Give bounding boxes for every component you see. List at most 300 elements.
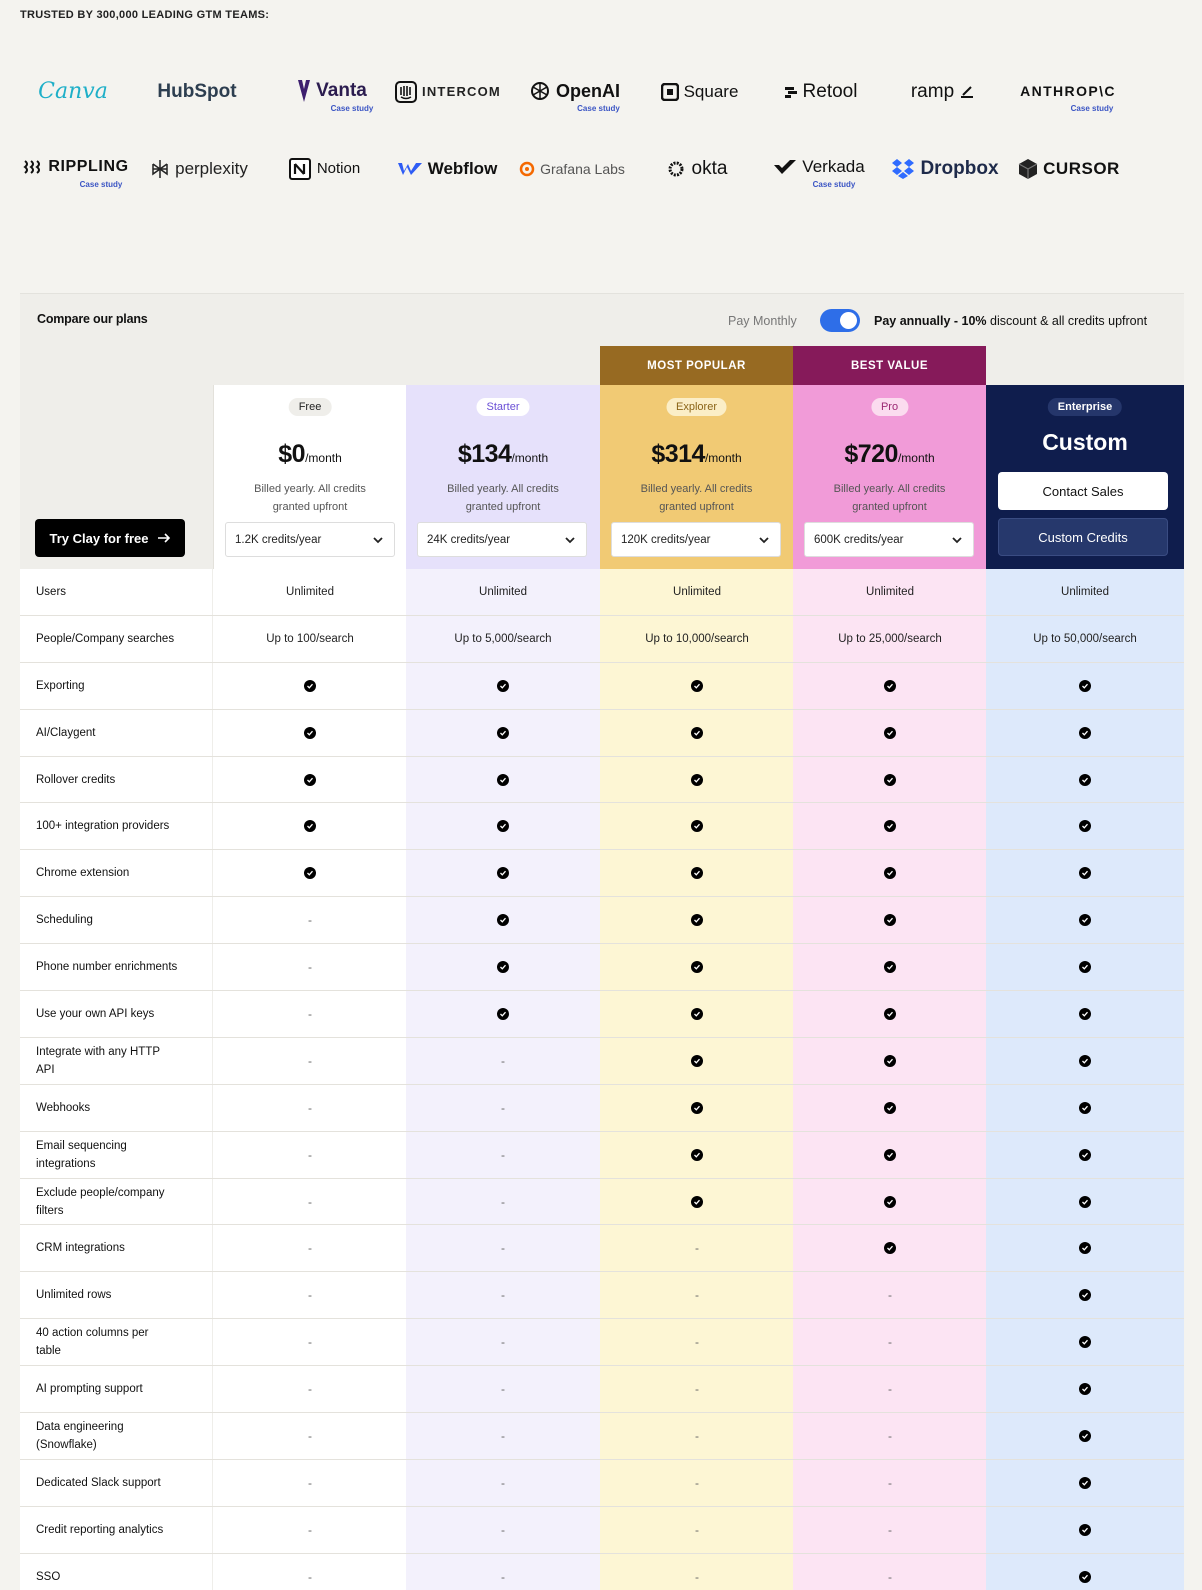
pay-annually-label[interactable]: Pay annually - 10% discount & all credits upfront: [874, 314, 1148, 328]
check-cell: [986, 1366, 1184, 1412]
not-included-dash: -: [308, 1475, 312, 1490]
check-cell: [406, 944, 600, 990]
trusted-heading: TRUSTED BY 300,000 LEADING GTM TEAMS:: [20, 9, 270, 21]
dash-cell: [600, 1413, 794, 1459]
check-cell: [600, 757, 794, 803]
check-icon: [691, 1149, 703, 1161]
value-cell: [986, 569, 1184, 615]
check-icon: [884, 727, 896, 739]
not-included-dash: -: [501, 1194, 505, 1209]
check-cell: [793, 1179, 987, 1225]
check-cell: [213, 850, 407, 896]
check-cell: [406, 757, 600, 803]
check-icon: [691, 961, 703, 973]
logo-dropbox: Dropbox: [889, 149, 1001, 189]
check-icon: [884, 680, 896, 692]
not-included-dash: -: [888, 1335, 892, 1350]
check-icon: [884, 867, 896, 879]
check-cell: [406, 663, 600, 709]
feature-name: Data engineering (Snowflake): [20, 1413, 212, 1459]
feature-name: Credit reporting analytics: [20, 1507, 212, 1553]
feature-value: Unlimited: [286, 585, 334, 598]
not-included-dash: -: [501, 1335, 505, 1350]
dash-cell: [793, 1413, 987, 1459]
feature-name: Webhooks: [20, 1085, 212, 1131]
chevron-down-icon: [951, 534, 963, 546]
check-cell: [986, 991, 1184, 1037]
check-cell: [986, 710, 1184, 756]
check-icon: [304, 680, 316, 692]
dash-cell: [406, 1179, 600, 1225]
check-cell: [986, 1038, 1184, 1084]
dash-cell: [406, 1132, 600, 1178]
not-included-dash: -: [695, 1288, 699, 1303]
value-cell: [406, 569, 600, 615]
check-cell: [986, 1319, 1184, 1365]
plan-price: $720/month: [844, 440, 935, 468]
contact-sales-button[interactable]: Contact Sales: [998, 472, 1168, 510]
dash-cell: [406, 1225, 600, 1271]
perplexity-icon: [150, 159, 170, 179]
feature-name: 100+ integration providers: [20, 803, 212, 849]
not-included-dash: -: [308, 1147, 312, 1162]
not-included-dash: -: [501, 1147, 505, 1162]
plan-free: [213, 385, 406, 569]
not-included-dash: -: [308, 1569, 312, 1584]
dash-cell: [213, 1132, 407, 1178]
dash-cell: [793, 1507, 987, 1553]
dash-cell: [213, 1319, 407, 1365]
credits-select[interactable]: 600K credits/year: [804, 522, 974, 557]
check-cell: [406, 710, 600, 756]
logo-rippling[interactable]: RIPPLING Case study: [20, 152, 132, 192]
check-cell: [600, 944, 794, 990]
best-value-ribbon: BEST VALUE: [793, 346, 986, 385]
toggle-knob: [840, 312, 857, 329]
feature-value: Up to 5,000/search: [454, 632, 552, 645]
check-icon: [497, 680, 509, 692]
plan-billed-note: Billed yearly. All credits granted upfront: [640, 483, 753, 513]
value-cell: [793, 616, 987, 662]
features-table: [20, 569, 1184, 1590]
feature-name: Unlimited rows: [20, 1272, 212, 1318]
not-included-dash: -: [308, 1382, 312, 1397]
plan-badge: Starter: [476, 398, 529, 416]
table-row: [20, 1085, 1184, 1132]
dash-cell: [793, 1319, 987, 1365]
feature-value: Up to 25,000/search: [838, 632, 942, 645]
not-included-dash: -: [695, 1522, 699, 1537]
check-icon: [691, 1055, 703, 1067]
dash-cell: [793, 1366, 987, 1412]
logo-cursor: CURSOR: [1016, 149, 1122, 189]
value-cell: [406, 616, 600, 662]
check-cell: [793, 710, 987, 756]
check-cell: [600, 1085, 794, 1131]
dash-cell: [406, 1460, 600, 1506]
logo-perplexity: perplexity: [147, 149, 251, 189]
table-row: [20, 710, 1184, 757]
check-cell: [793, 1132, 987, 1178]
intercom-icon: [395, 81, 417, 103]
check-icon: [691, 1102, 703, 1114]
check-icon: [1079, 1383, 1091, 1395]
dash-cell: [213, 944, 407, 990]
check-icon: [497, 727, 509, 739]
not-included-dash: -: [888, 1475, 892, 1490]
table-row: [20, 991, 1184, 1038]
check-icon: [1079, 1149, 1091, 1161]
check-cell: [986, 803, 1184, 849]
check-icon: [691, 680, 703, 692]
check-icon: [1079, 1008, 1091, 1020]
check-icon: [1079, 820, 1091, 832]
not-included-dash: -: [501, 1288, 505, 1303]
logo-vanta[interactable]: Vanta Case study: [287, 76, 377, 116]
not-included-dash: -: [888, 1522, 892, 1537]
dash-cell: [213, 1179, 407, 1225]
verkada-icon: [773, 159, 797, 175]
logo-openai[interactable]: OpenAI Case study: [527, 76, 622, 116]
table-row: [20, 757, 1184, 804]
dash-cell: [406, 1366, 600, 1412]
check-cell: [600, 850, 794, 896]
check-icon: [497, 820, 509, 832]
feature-value: Up to 10,000/search: [645, 632, 749, 645]
check-icon: [1079, 1571, 1091, 1583]
table-row: [20, 803, 1184, 850]
check-icon: [884, 961, 896, 973]
feature-value: Unlimited: [673, 585, 721, 598]
not-included-dash: -: [501, 1241, 505, 1256]
table-row: [20, 850, 1184, 897]
feature-name: People/Company searches: [20, 616, 212, 662]
value-cell: [600, 569, 794, 615]
check-icon: [1079, 1430, 1091, 1442]
feature-name: Users: [20, 569, 212, 615]
not-included-dash: -: [501, 1569, 505, 1584]
dash-cell: [213, 1366, 407, 1412]
check-icon: [691, 867, 703, 879]
not-included-dash: -: [501, 1475, 505, 1490]
table-row: [20, 1507, 1184, 1554]
table-row: [20, 1319, 1184, 1366]
credits-select[interactable]: 24K credits/year: [417, 522, 587, 557]
check-icon: [691, 727, 703, 739]
table-row: [20, 1366, 1184, 1413]
dash-cell: [600, 1460, 794, 1506]
dash-cell: [213, 1413, 407, 1459]
dash-cell: [406, 1085, 600, 1131]
feature-name: Exporting: [20, 663, 212, 709]
dash-cell: [600, 1225, 794, 1271]
dash-cell: [793, 1460, 987, 1506]
check-cell: [986, 944, 1184, 990]
check-cell: [793, 1225, 987, 1271]
plan-badge: Pro: [871, 398, 908, 416]
check-icon: [304, 727, 316, 739]
check-icon: [884, 1196, 896, 1208]
check-icon: [1079, 1477, 1091, 1489]
compare-title: Compare our plans: [37, 312, 148, 326]
plan-badge: Free: [289, 398, 332, 416]
table-row: [20, 1132, 1184, 1179]
logo-webflow: Webflow: [397, 149, 497, 189]
table-row: [20, 1179, 1184, 1226]
check-cell: [600, 710, 794, 756]
retool-icon: [784, 85, 798, 99]
table-row: [20, 944, 1184, 991]
check-icon: [884, 774, 896, 786]
feature-name: SSO: [20, 1554, 212, 1590]
table-row: [20, 569, 1184, 616]
check-icon: [1079, 914, 1091, 926]
dash-cell: [406, 1319, 600, 1365]
value-cell: [213, 616, 407, 662]
logo-verkada[interactable]: Verkada Case study: [769, 152, 869, 192]
not-included-dash: -: [308, 913, 312, 928]
webflow-icon: [397, 161, 423, 177]
check-cell: [986, 1132, 1184, 1178]
dash-cell: [213, 1225, 407, 1271]
check-cell: [986, 1179, 1184, 1225]
plan-explorer: [600, 385, 793, 569]
not-included-dash: -: [308, 1241, 312, 1256]
plan-price: $0/month: [278, 440, 342, 468]
check-cell: [600, 663, 794, 709]
check-icon: [497, 867, 509, 879]
plan-billed-note: Billed yearly. All credits granted upfront: [833, 483, 946, 513]
feature-name: Email sequencing integrations: [20, 1132, 212, 1178]
check-icon: [497, 1008, 509, 1020]
credits-select[interactable]: 120K credits/year: [611, 522, 781, 557]
check-icon: [884, 1008, 896, 1020]
not-included-dash: -: [308, 1194, 312, 1209]
feature-name: 40 action columns per table: [20, 1319, 212, 1365]
not-included-dash: -: [308, 1100, 312, 1115]
not-included-dash: -: [501, 1053, 505, 1068]
check-cell: [986, 897, 1184, 943]
plan-starter: [406, 385, 600, 569]
check-cell: [213, 757, 407, 803]
not-included-dash: -: [501, 1428, 505, 1443]
chevron-down-icon: [564, 534, 576, 546]
dash-cell: [213, 1272, 407, 1318]
check-cell: [986, 1507, 1184, 1553]
check-icon: [304, 867, 316, 879]
check-icon: [1079, 961, 1091, 973]
check-icon: [1079, 1055, 1091, 1067]
feature-value: Unlimited: [866, 585, 914, 598]
logo-canva: Canva: [38, 79, 108, 104]
check-cell: [986, 757, 1184, 803]
check-icon: [691, 820, 703, 832]
dash-cell: [213, 897, 407, 943]
check-icon: [304, 774, 316, 786]
dash-cell: [406, 1038, 600, 1084]
check-icon: [691, 1008, 703, 1020]
check-icon: [1079, 1524, 1091, 1536]
arrow-right-icon: [157, 532, 171, 544]
feature-name: Chrome extension: [20, 850, 212, 896]
plan-price: $314/month: [651, 440, 742, 468]
check-icon: [497, 774, 509, 786]
logo-ramp: ramp: [903, 72, 983, 112]
feature-name: CRM integrations: [20, 1225, 212, 1271]
check-icon: [884, 1149, 896, 1161]
dash-cell: [600, 1554, 794, 1590]
check-cell: [986, 1460, 1184, 1506]
check-icon: [1079, 1242, 1091, 1254]
table-row: [20, 616, 1184, 663]
plan-billed-note: Billed yearly. All credits granted upfront: [447, 483, 559, 513]
dash-cell: [406, 1507, 600, 1553]
dash-cell: [406, 1554, 600, 1590]
logo-retool: Retool: [778, 72, 863, 112]
check-icon: [1079, 1289, 1091, 1301]
check-cell: [793, 944, 987, 990]
table-row: [20, 663, 1184, 710]
openai-icon: [529, 80, 551, 102]
not-included-dash: -: [308, 1522, 312, 1537]
not-included-dash: -: [501, 1382, 505, 1397]
check-cell: [793, 803, 987, 849]
not-included-dash: -: [308, 960, 312, 975]
enterprise-title: Custom: [1042, 429, 1128, 455]
check-icon: [1079, 774, 1091, 786]
not-included-dash: -: [888, 1428, 892, 1443]
table-row: [20, 1554, 1184, 1590]
check-icon: [884, 820, 896, 832]
dash-cell: [793, 1554, 987, 1590]
check-icon: [497, 914, 509, 926]
okta-icon: [665, 158, 687, 180]
chevron-down-icon: [758, 534, 770, 546]
feature-value: Up to 100/search: [266, 632, 354, 645]
plan-badge: Enterprise: [1048, 398, 1122, 416]
logo-hubspot: HubSpot: [157, 81, 237, 102]
check-cell: [600, 803, 794, 849]
grafana-icon: [519, 161, 535, 177]
table-row: [20, 1460, 1184, 1507]
feature-name: Rollover credits: [20, 757, 212, 803]
dash-cell: [600, 1272, 794, 1318]
check-icon: [1079, 680, 1091, 692]
check-icon: [1079, 1336, 1091, 1348]
value-cell: [793, 569, 987, 615]
feature-name: Scheduling: [20, 897, 212, 943]
feature-name: Dedicated Slack support: [20, 1460, 212, 1506]
check-icon: [1079, 1196, 1091, 1208]
check-cell: [600, 991, 794, 1037]
notion-icon: [288, 157, 312, 181]
logo-square: Square: [657, 72, 742, 112]
check-cell: [986, 850, 1184, 896]
plan-billed-note: Billed yearly. All credits granted upfront: [254, 483, 366, 513]
check-cell: [986, 1225, 1184, 1271]
dash-cell: [213, 1507, 407, 1553]
check-cell: [793, 897, 987, 943]
check-cell: [986, 1413, 1184, 1459]
table-row: [20, 897, 1184, 944]
dash-cell: [213, 991, 407, 1037]
check-cell: [406, 991, 600, 1037]
table-row: [20, 1413, 1184, 1460]
check-icon: [691, 1196, 703, 1208]
check-cell: [213, 710, 407, 756]
not-included-dash: -: [501, 1522, 505, 1537]
logo-okta: okta: [661, 149, 731, 189]
pay-monthly-label[interactable]: Pay Monthly: [728, 314, 797, 328]
check-icon: [884, 1055, 896, 1067]
dropbox-icon: [891, 158, 915, 180]
check-cell: [793, 991, 987, 1037]
not-included-dash: -: [695, 1569, 699, 1584]
ramp-icon: [959, 85, 975, 99]
plan-badge: Explorer: [666, 398, 727, 416]
logo-anthropic[interactable]: ANTHROP\C Case study: [1020, 82, 1116, 113]
not-included-dash: -: [695, 1241, 699, 1256]
check-icon: [1079, 867, 1091, 879]
check-cell: [986, 1554, 1184, 1590]
dash-cell: [406, 1413, 600, 1459]
not-included-dash: -: [695, 1335, 699, 1350]
chevron-down-icon: [372, 534, 384, 546]
check-cell: [600, 1038, 794, 1084]
dash-cell: [213, 1554, 407, 1590]
check-icon: [884, 1102, 896, 1114]
check-cell: [600, 1179, 794, 1225]
feature-name: Phone number enrichments: [20, 944, 212, 990]
try-clay-button[interactable]: Try Clay for free: [35, 519, 185, 557]
value-cell: [986, 616, 1184, 662]
billing-toggle[interactable]: [820, 309, 860, 332]
logo-grafana: Grafana Labs: [516, 149, 628, 189]
custom-credits-button[interactable]: Custom Credits: [998, 518, 1168, 556]
not-included-dash: -: [695, 1475, 699, 1490]
most-popular-ribbon: MOST POPULAR: [600, 346, 793, 385]
feature-name: Use your own API keys: [20, 991, 212, 1037]
table-row: [20, 1038, 1184, 1085]
dash-cell: [600, 1366, 794, 1412]
dash-cell: [793, 1272, 987, 1318]
check-cell: [213, 803, 407, 849]
not-included-dash: -: [308, 1006, 312, 1021]
check-cell: [793, 1038, 987, 1084]
dash-cell: [600, 1319, 794, 1365]
dash-cell: [213, 1460, 407, 1506]
dash-cell: [406, 1272, 600, 1318]
check-cell: [986, 663, 1184, 709]
check-cell: [406, 897, 600, 943]
dash-cell: [600, 1507, 794, 1553]
feature-value: Up to 50,000/search: [1033, 632, 1137, 645]
not-included-dash: -: [308, 1428, 312, 1443]
feature-value: Unlimited: [1061, 585, 1109, 598]
not-included-dash: -: [888, 1569, 892, 1584]
dash-cell: [213, 1085, 407, 1131]
check-cell: [793, 850, 987, 896]
table-row: [20, 1272, 1184, 1319]
credits-select[interactable]: 1.2K credits/year: [225, 522, 395, 557]
not-included-dash: -: [308, 1335, 312, 1350]
check-icon: [884, 1242, 896, 1254]
feature-value: Unlimited: [479, 585, 527, 598]
not-included-dash: -: [888, 1382, 892, 1397]
check-cell: [600, 1132, 794, 1178]
not-included-dash: -: [308, 1053, 312, 1068]
check-cell: [406, 850, 600, 896]
